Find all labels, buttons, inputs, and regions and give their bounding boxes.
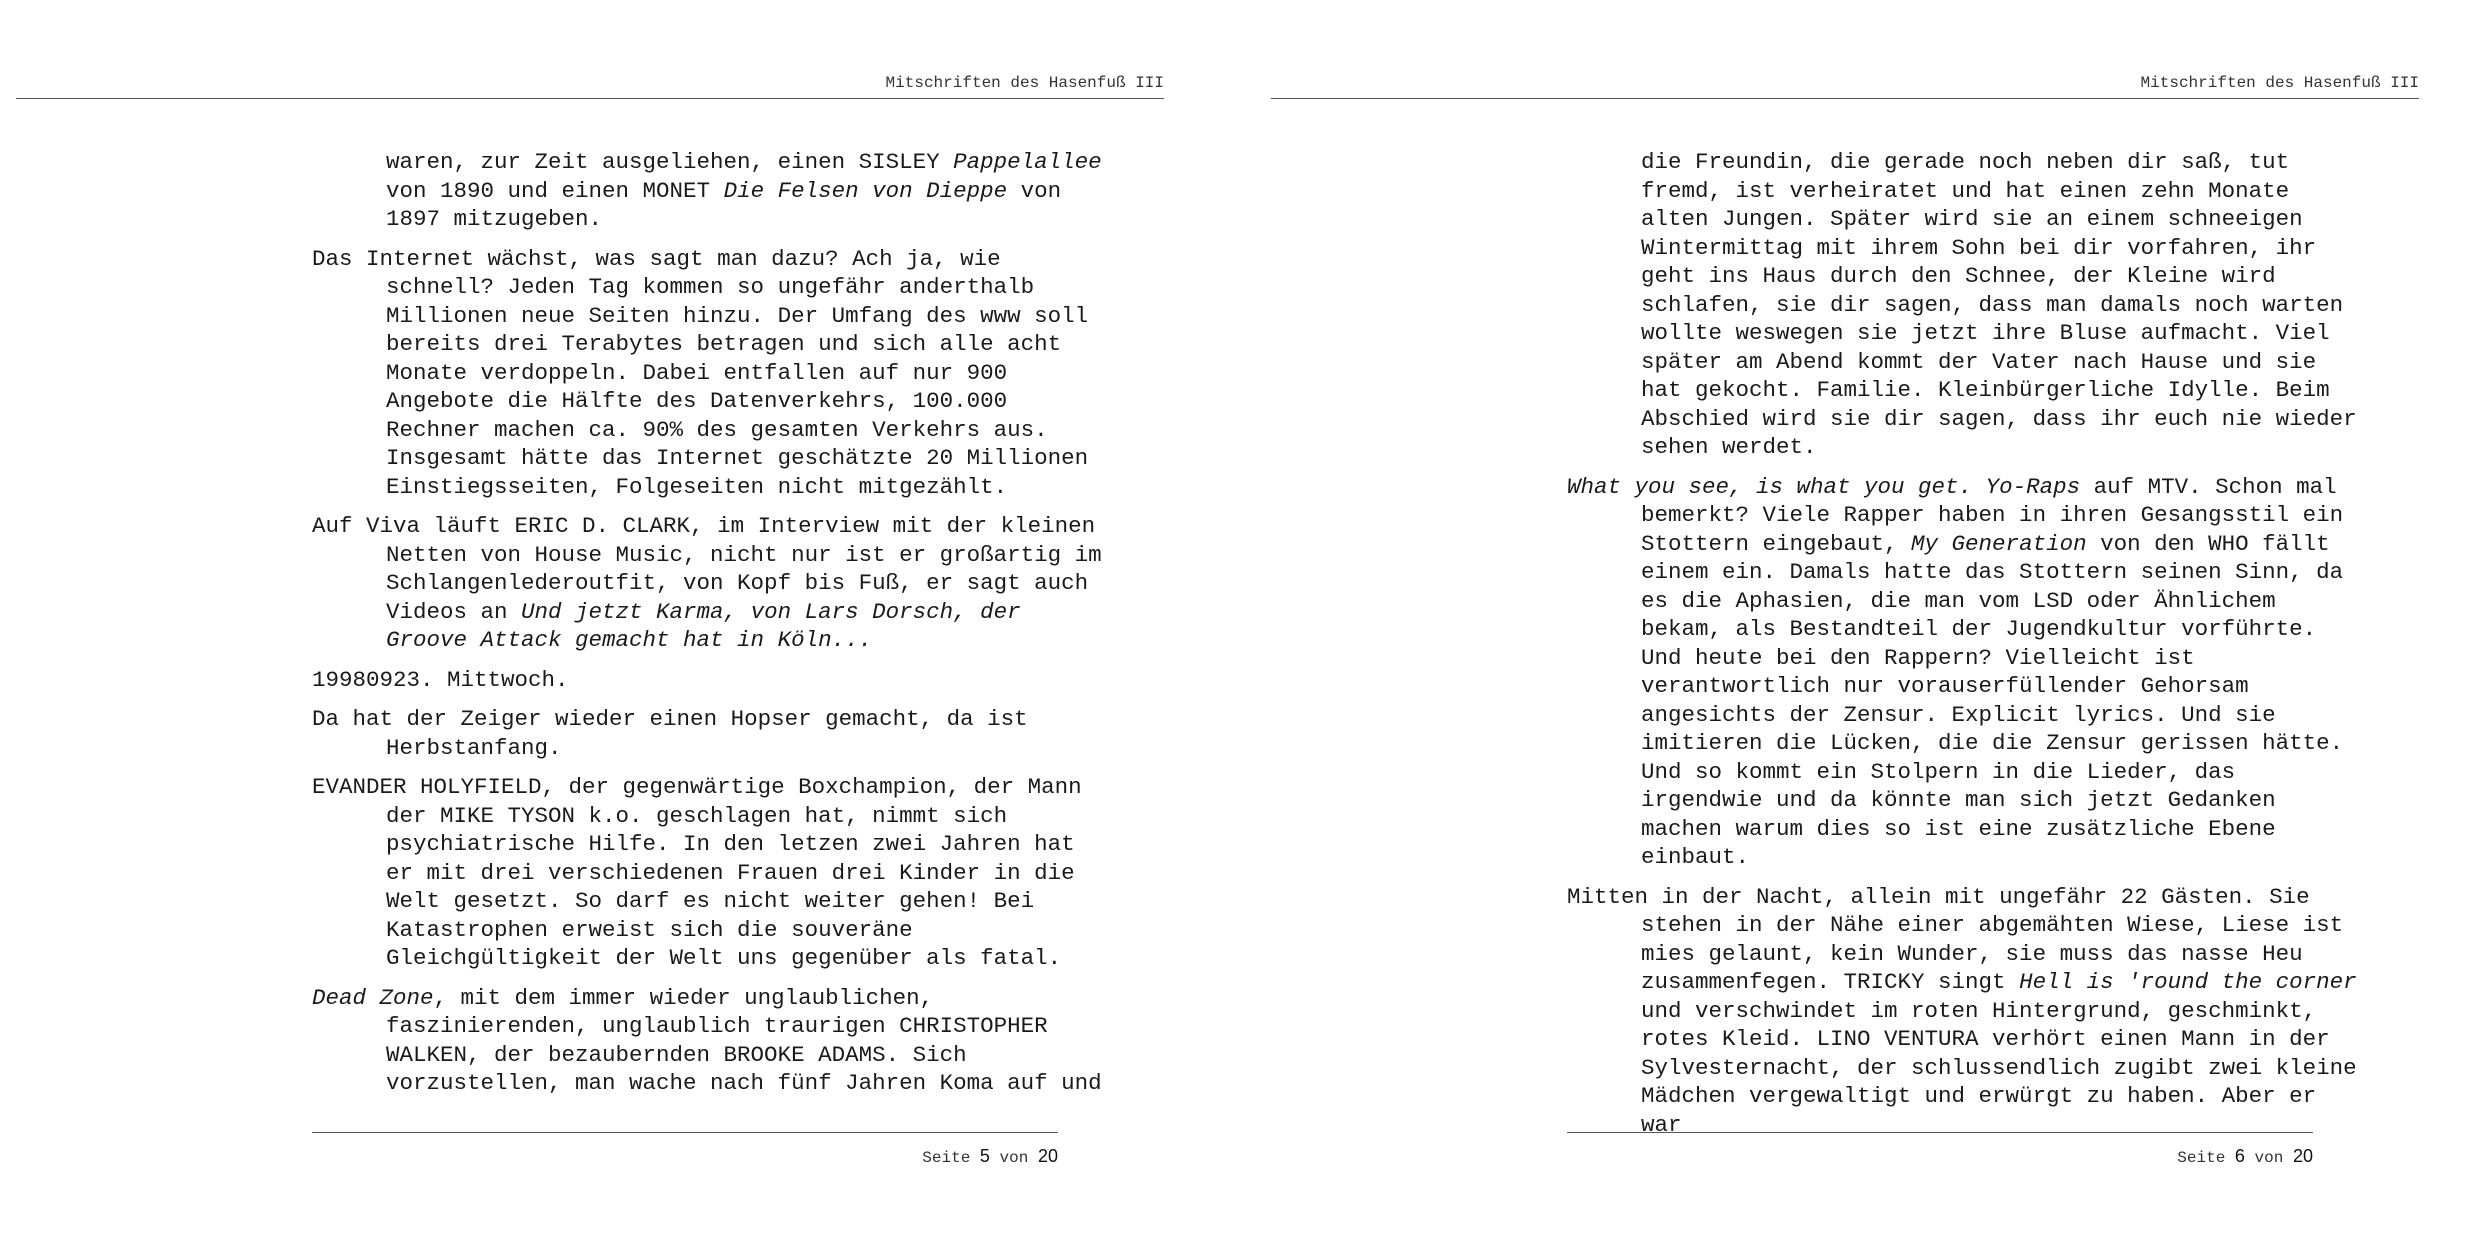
italic-title: What you see, is what you get. Yo-Raps (1567, 473, 2081, 500)
journal-entry (312, 512, 1112, 655)
text-run: Da hat der Zeiger wieder einen Hopser gemacht, da ist Herbstanfang. (312, 706, 1028, 761)
footer-label-von: von (2254, 1149, 2284, 1167)
page-body (1567, 148, 2367, 1150)
page-right (1255, 0, 2480, 1240)
text-run: von 1897 mitzugeben. (386, 177, 1062, 232)
journal-entry (312, 705, 1112, 762)
continued-paragraph (1567, 148, 2367, 462)
page-number: 6 (2234, 1146, 2245, 1166)
journal-entry (312, 773, 1112, 973)
page-footer (312, 1146, 1058, 1167)
page-body (312, 148, 1112, 1109)
text-run: , mit dem immer wieder unglaublichen, faszinierenden, unglaublich traurigen CHRISTOPHER WALKEN, der bezaubernden BROOKE ADAMS. Sich vorzustellen, man wache nach fünf Jahren Koma auf und (386, 984, 1102, 1096)
text-run: Mitten in der Nacht, allein mit ungefähr 22 Gästen. Sie stehen in der Nähe einer abgemähten Wiese, Liese ist mies gelaunt, kein Wunder, sie muss das nasse Heu zusammenfegen. TRICKY singt (1567, 883, 2344, 995)
header-rule (1271, 98, 2419, 99)
text-run: EVANDER HOLYFIELD, der gegenwärtige Boxchampion, der Mann der MIKE TYSON k.o. geschlagen hat, nimmt sich psychiatrische Hilfe. In den letzen zwei Jahren hat er mit drei verschiedenen Frauen drei Kinder in die Welt gesetzt. So darf es nicht weiter gehen! Bei Katastrophen erweist sich die souveräne Gleichgültigkeit der Welt uns gegenüber als fatal. (312, 774, 1082, 971)
text-run: auf MTV. Schon mal bemerkt? Viele Rapper haben in ihren Gesangsstil ein Stottern eingebaut, (1641, 473, 2344, 557)
journal-entry (1567, 883, 2367, 1140)
running-head: Mitschriften des Hasenfuß III (2140, 74, 2419, 92)
header-rule (16, 98, 1164, 99)
page-total: 20 (2292, 1146, 2313, 1166)
footer-rule (1567, 1132, 2313, 1133)
journal-entry (312, 984, 1112, 1098)
text-run: Das Internet wächst, was sagt man dazu? Ach ja, wie schnell? Jeden Tag kommen so ungefähr anderthalb Millionen neue Seiten hinzu. Der Umfang des www soll bereits drei Terabytes betragen und sich alle acht Monate verdoppeln. Dabei entfallen auf nur 900 Angebote die Hälfte des Datenverkehrs, 100.000 Rechner machen ca. 90% des gesamten Verkehrs aus. Insgesamt hätte das Internet geschätzte 20 Millionen Einstiegsseiten, Folgeseiten nicht mitgezählt. (312, 245, 1089, 500)
page-footer (1567, 1146, 2313, 1167)
italic-title: My Generation (1911, 530, 2087, 557)
text-run: von 1890 und einen MONET (386, 177, 724, 204)
text-run: waren, zur Zeit ausgeliehen, einen SISLEY (386, 149, 954, 175)
italic-title: Hell is 'round the corner (2019, 969, 2357, 995)
italic-title: Und jetzt Karma, von Lars Dorsch, der Groove Attack gemacht hat in Köln... (386, 598, 1021, 653)
text-run: 19980923. Mittwoch. (312, 666, 569, 693)
italic-title: Dead Zone (312, 984, 434, 1011)
running-head: Mitschriften des Hasenfuß III (885, 74, 1164, 92)
journal-entry (1567, 473, 2367, 872)
text-run: die Freundin, die gerade noch neben dir saß, tut fremd, ist verheiratet und hat einen zehn Monate alten Jungen. Später wird sie an einem schneeigen Wintermittag mit ihrem Sohn bei dir vorfahren, ihr geht ins Haus durch den Schnee, der Kleine wird schlafen, sie dir sagen, dass man damals noch warten wollte weswegen sie jetzt ihre Bluse aufmacht. Viel später am Abend kommt der Vater nach Hause und sie hat gekocht. Familie. Kleinbürgerliche Idylle. Beim Abschied wird sie dir sagen, dass ihr euch nie wieder sehen werdet. (1641, 149, 2357, 460)
italic-title: Pappelallee (953, 149, 1102, 175)
page-total: 20 (1037, 1146, 1058, 1166)
text-run: und verschwindet im roten Hintergrund, geschminkt, rotes Kleid. LINO VENTURA verhört einen Mann in der Sylvesternacht, der schlussendlich zugibt zwei kleine Mädchen vergewaltigt und erwürgt zu haben. Aber er war (1641, 997, 2357, 1138)
footer-label-von: von (999, 1149, 1029, 1167)
text-run: Auf Viva läuft ERIC D. CLARK, im Interview mit der kleinen Netten von House Music, nicht nur ist er großartig im Schlangenlederoutfit, von Kopf bis Fuß, er sagt auch Videos an (312, 513, 1102, 625)
journal-entry (312, 245, 1112, 502)
page-number: 5 (979, 1146, 990, 1166)
footer-rule (312, 1132, 1058, 1133)
footer-label-seite: Seite (922, 1149, 971, 1167)
journal-entry (312, 666, 1112, 695)
text-run: von den WHO fällt einem ein. Damals hatte das Stottern seinen Sinn, da es die Aphasien, die man vom LSD oder Ähnlichem bekam, als Bestandteil der Jugendkultur vorführte. Und heute bei den Rappern? Vielleicht ist verantwortlich nur vorauserfüllender Gehorsam angesichts der Zensur. Explicit lyrics. Und sie imitieren die Lücken, die die Zensur gerissen hätte. Und so kommt ein Stolpern in die Lieder, das irgendwie und da könnte man sich jetzt Gedanken machen warum dies so ist eine zusätzliche Ebene einbaut. (1641, 530, 2344, 870)
continued-paragraph (312, 148, 1112, 234)
italic-title: Die Felsen von Dieppe (723, 177, 1008, 204)
footer-label-seite: Seite (2177, 1149, 2226, 1167)
